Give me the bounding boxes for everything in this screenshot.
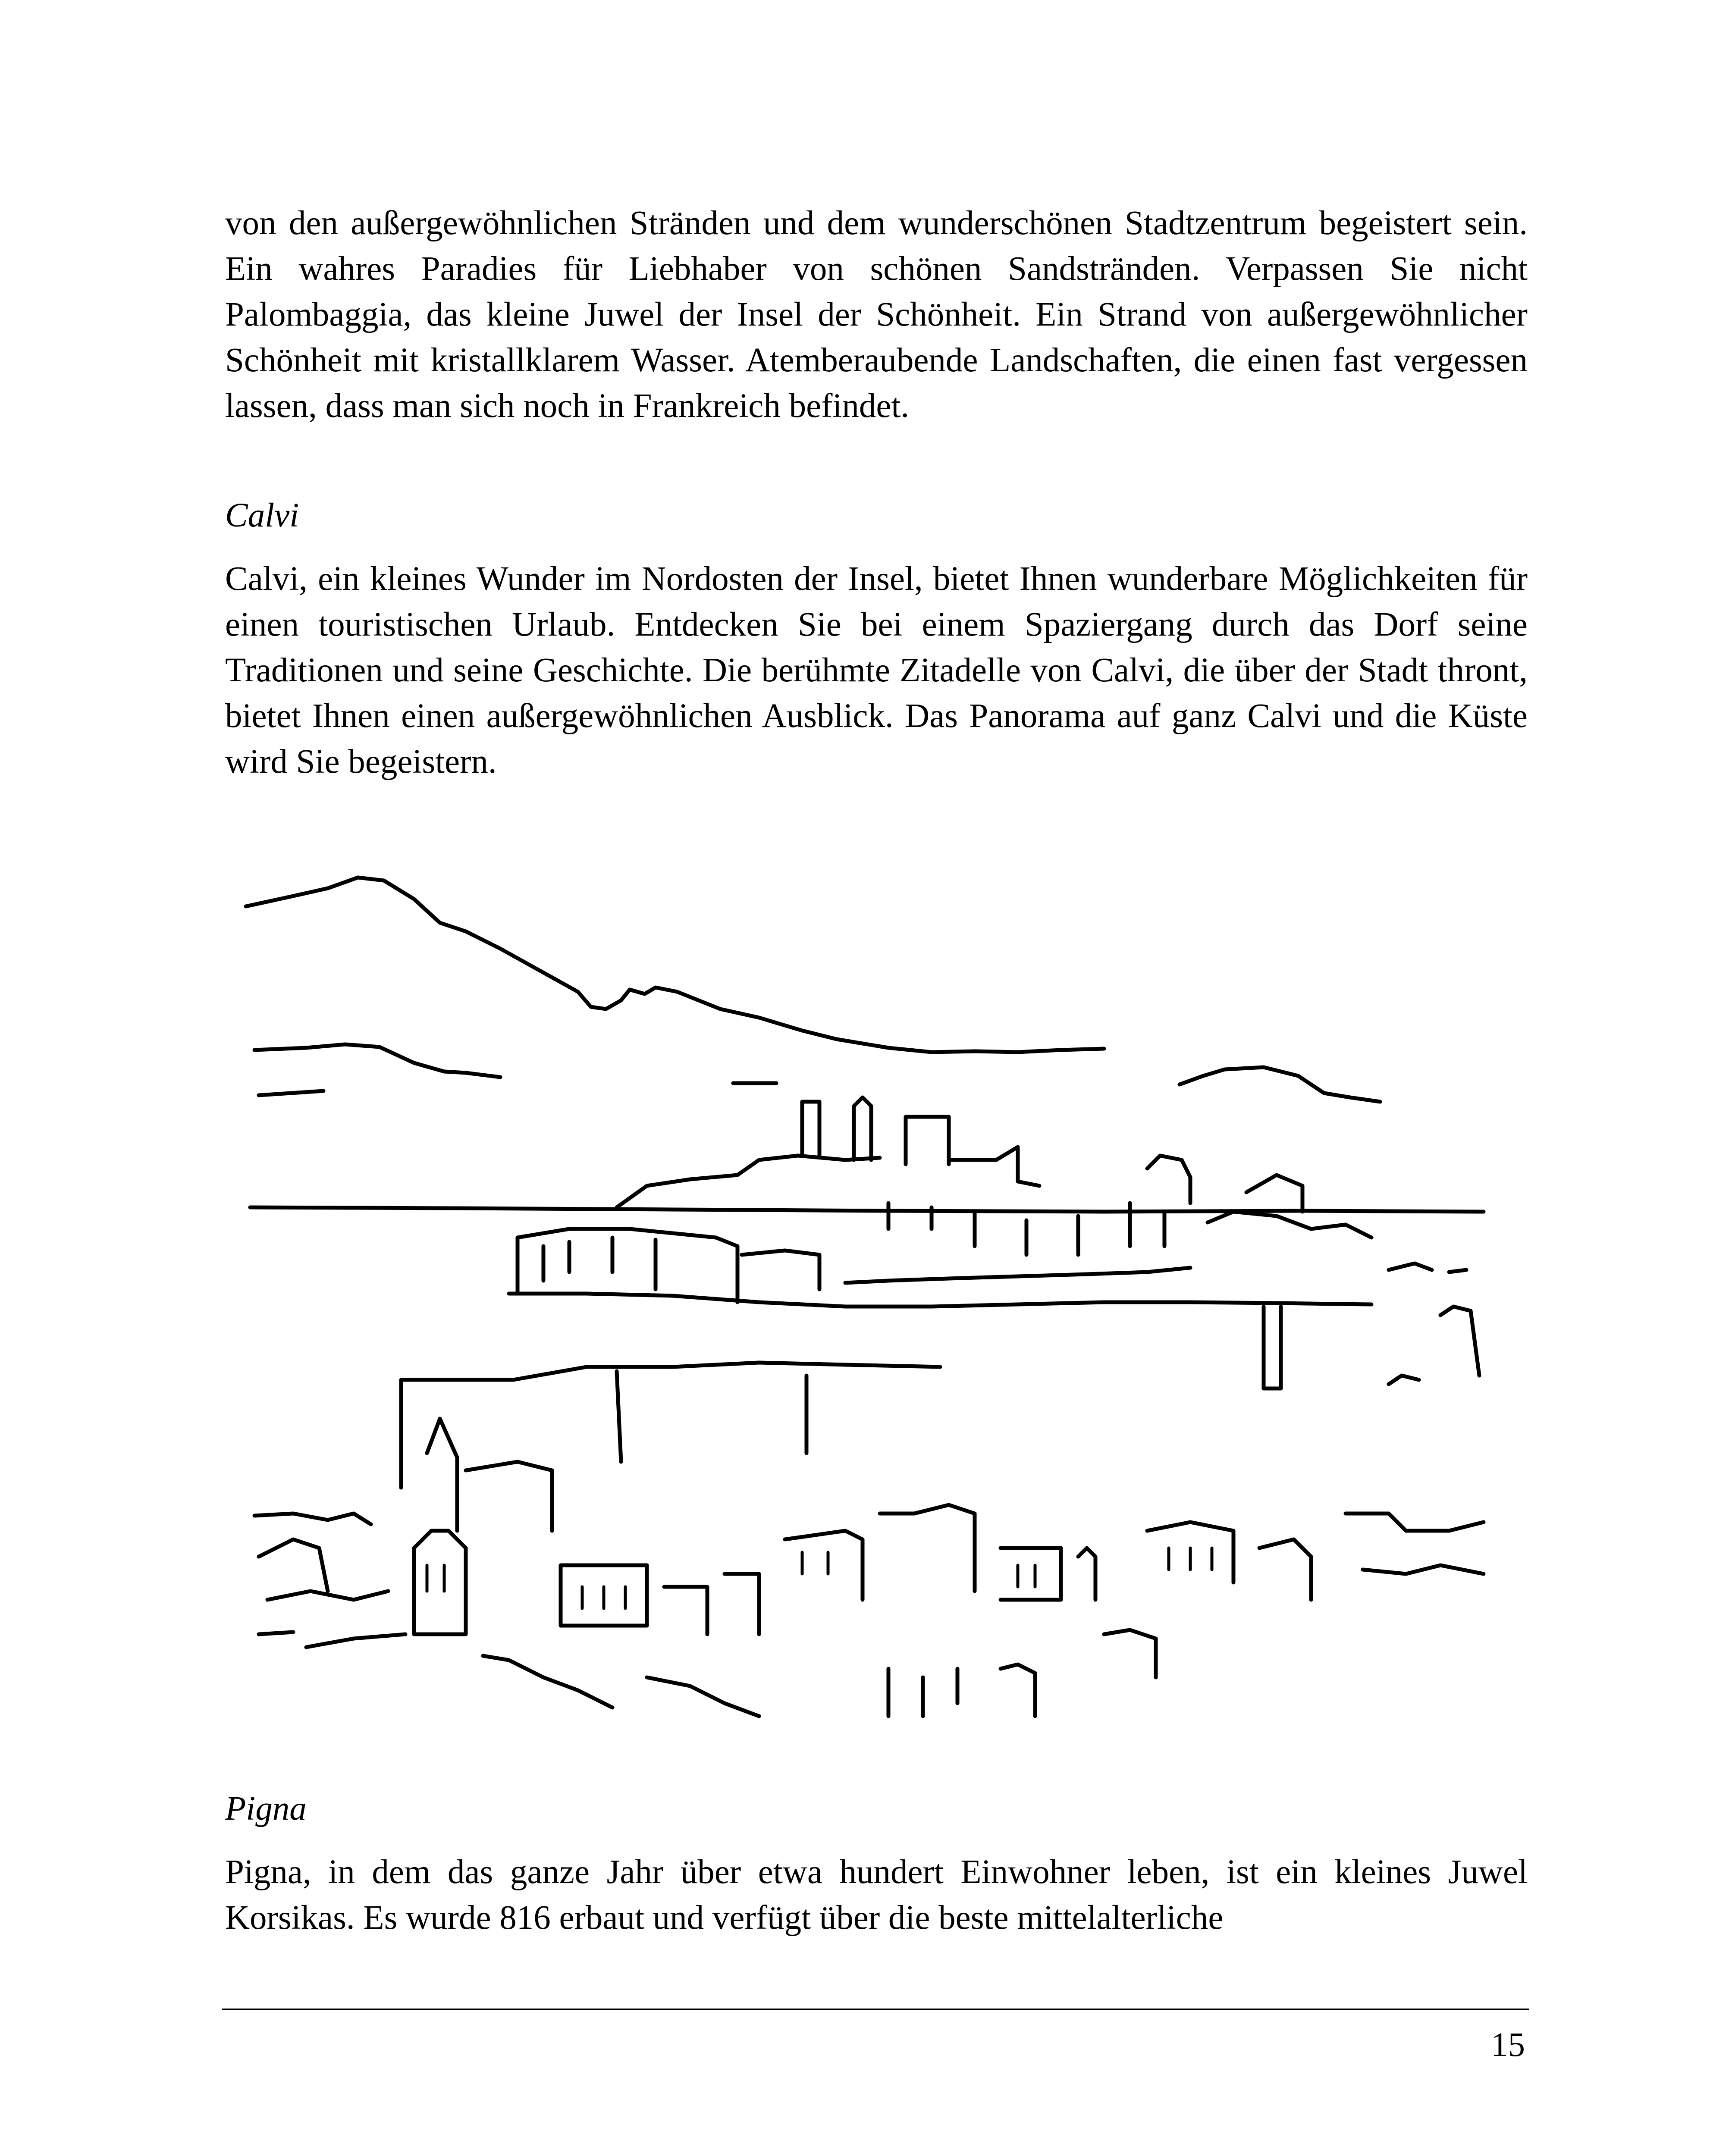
lower-town [254,1505,1484,1716]
fortress-walls [401,1294,1479,1634]
section-heading-pigna: Pigna [225,1790,307,1827]
footer-rule [222,2009,1529,2010]
body-paragraph-pigna: Pigna, in dem das ganze Jahr über etwa hundert Einwohner leben, ist ein kleines Juwel Korsikas. Es wurde 816 erbaut und verfügt über die beste mittelalterliche [225,1853,1528,1937]
citadel-skyline [518,1097,1466,1302]
section-heading-calvi: Calvi [225,497,299,534]
page-number: 15 [1491,2026,1525,2064]
calvi-citadel-illustration [242,858,1518,1720]
body-paragraph-intro: von den außergewöhnlichen Stränden und dem wunderschönen Stadtzentrum begeistert sein. Ein wahres Paradies für Liebhaber von schönen Sandstränden. Verpassen Sie nicht Palombaggia, das kleine Juwel der Insel der Schönheit. Ein Strand von außergewöhnlicher Schönheit mit kristallklarem Wasser. Atemberaubende Landschaften, die einen fast vergessen lassen, dass man sich noch in Frankreich befindet. [225,204,1528,425]
body-paragraph-calvi: Calvi, ein kleines Wunder im Nordosten der Insel, bietet Ihnen wunderbare Möglichkeiten für einen touristischen Urlaub. Entdecken Sie bei einem Spaziergang durch das Dorf seine Traditionen und seine Geschichte. Die berühmte Zitadelle von Calvi, die über der Stadt thront, bietet Ihnen einen außergewöhnlichen Ausblick. Das Panorama auf ganz Calvi und die Küste wird Sie begeistern. [225,560,1528,780]
mountain-lines [246,877,1484,1212]
